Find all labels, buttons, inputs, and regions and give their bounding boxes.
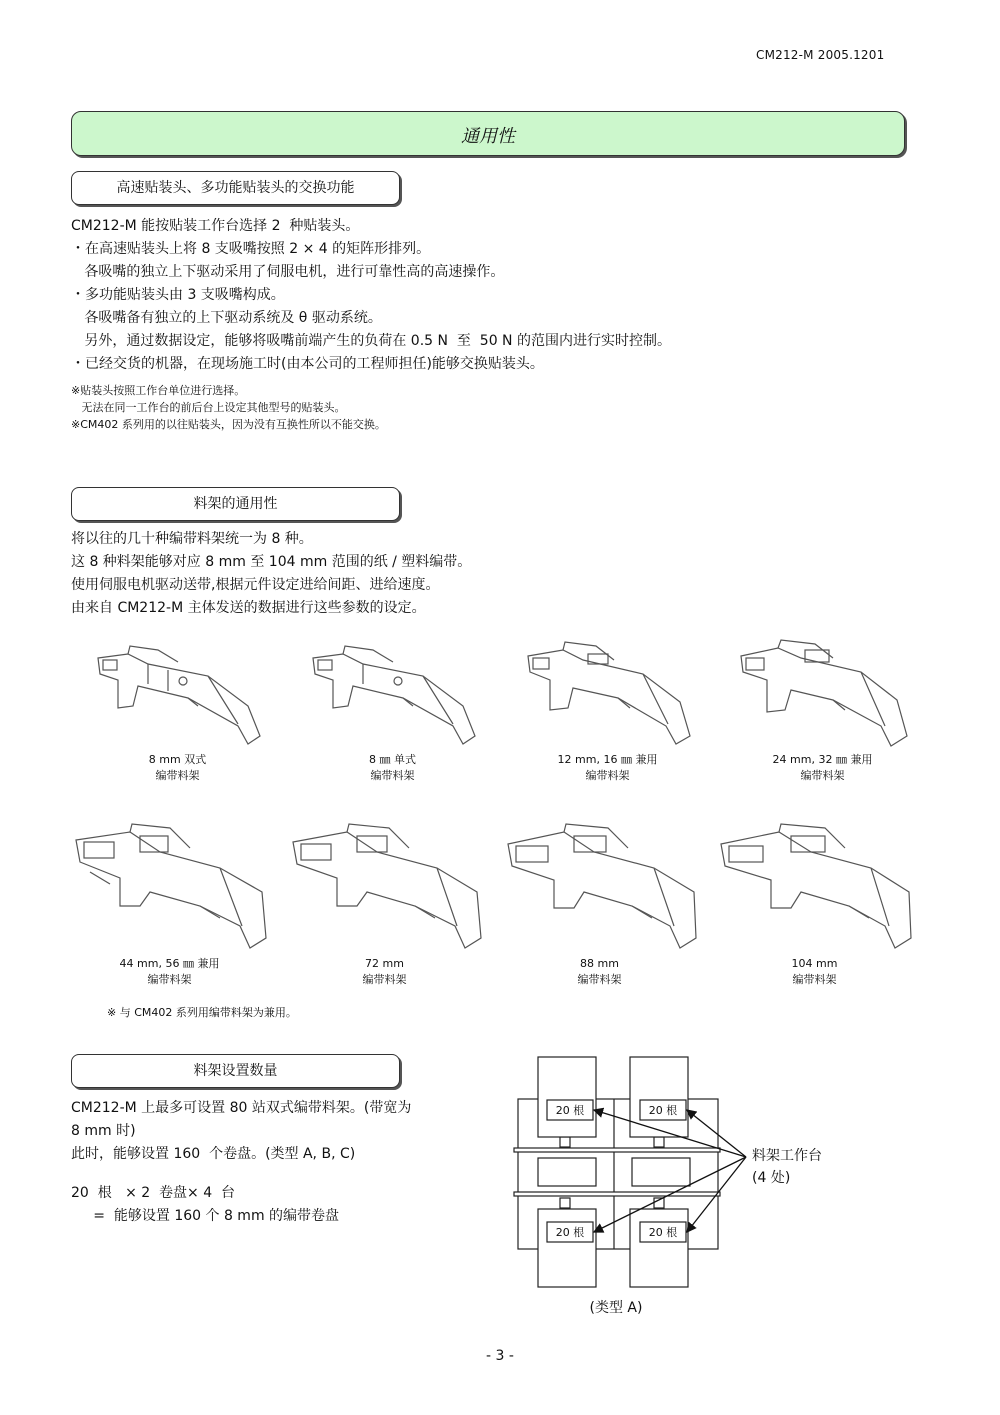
feeder-row-1 [70, 636, 930, 784]
feeder-caption [285, 752, 500, 784]
body-line: 这 8 种料架能够对应 8 mm 至 104 mm 范围的纸 / 塑料编带。 [71, 554, 472, 570]
feeder-cart-bottom-right [630, 1209, 688, 1287]
feeder-type-label: 编带料架 [585, 769, 630, 782]
body-line: 各吸嘴备有独立的上下驱动系统及 θ 驱动系统。 [71, 310, 382, 326]
feeder-type-label: 编带料架 [147, 973, 192, 986]
feeder-caption [500, 752, 715, 784]
feeder-illustration [518, 636, 698, 748]
feeder-row-2 [62, 822, 922, 988]
conveyor-rail-top [514, 1148, 720, 1152]
section1-notes [71, 382, 386, 433]
feeder-type-label: 编带料架 [362, 973, 407, 986]
section-heading-feeder-commonality: 料架的通用性 [71, 487, 400, 521]
board-right [632, 1158, 690, 1186]
feeder-type-label: 编带料架 [155, 769, 200, 782]
feeder-illustration [88, 636, 268, 748]
feeder-size-label: 24 mm, 32 ㎜ 兼用 [772, 753, 873, 766]
feeder-item [70, 636, 285, 784]
feeder-size-label: 12 mm, 16 ㎜ 兼用 [557, 753, 658, 766]
feeder-size-label: 104 mm [791, 957, 838, 970]
note-line: ※CM402 系列用的以往贴装头，因为没有互换性所以不能交换。 [71, 418, 386, 431]
feeder-item [277, 822, 492, 988]
body-line: 8 mm 时) [71, 1123, 136, 1139]
feeder-item [707, 822, 922, 988]
feeder-caption [492, 956, 707, 988]
feeder-illustration [733, 636, 913, 748]
section1-body [71, 215, 671, 376]
feeder-size-label: 44 mm, 56 ㎜ 兼用 [119, 957, 220, 970]
feeder-size-label: 8 mm 双式 [148, 753, 207, 766]
cart-count-label: 20 根 [555, 1104, 585, 1117]
feeder-item [500, 636, 715, 784]
body-line: 由来自 CM212-M 主体发送的数据进行这些参数的设定。 [71, 600, 426, 616]
feeder-illustration [303, 636, 483, 748]
body-line: 使用伺服电机驱动送带,根据元件设定进给间距、进给速度。 [71, 577, 440, 593]
feeder-item [62, 822, 277, 988]
section-heading-feeder-count: 料架设置数量 [71, 1054, 400, 1088]
calc-line: 20 根 × 2 卷盘× 4 台 [71, 1185, 236, 1201]
feeder-type-label: 编带料架 [577, 973, 622, 986]
page-number: - 3 - [486, 1348, 514, 1364]
feeder-item [285, 636, 500, 784]
feeder-type-label: 编带料架 [792, 973, 837, 986]
feeder-illustration [285, 822, 485, 952]
feeder-type-label: 编带料架 [800, 769, 845, 782]
body-line: 另外，通过数据设定，能够将吸嘴前端产生的负荷在 0.5 N 至 50 N 的范围内进行实时控制。 [71, 333, 671, 349]
callout-label: 料架工作台 [752, 1148, 822, 1164]
feeder-item [715, 636, 930, 784]
board-left [538, 1158, 596, 1186]
section3-body [71, 1097, 411, 1166]
diagram-caption: (类型 A) [589, 1300, 643, 1316]
feeder-caption [62, 956, 277, 988]
feeder-type-label: 编带料架 [370, 769, 415, 782]
feeder-caption [707, 956, 922, 988]
body-line: ・在高速贴装头上将 8 支吸嘴按照 2 × 4 的矩阵形排列。 [71, 241, 431, 257]
feeder-caption [277, 956, 492, 988]
cart-count-label: 20 根 [648, 1104, 678, 1117]
callout-sublabel: (4 处) [752, 1170, 791, 1186]
feeder-cart-diagram [510, 1052, 870, 1332]
feeder-caption [715, 752, 930, 784]
body-line: 各吸嘴的独立上下驱动采用了伺服电机，进行可靠性高的高速操作。 [71, 264, 505, 280]
body-line: 此时，能够设置 160 个卷盘。(类型 A, B, C) [71, 1146, 356, 1162]
feeder-cart-top-right [630, 1057, 688, 1137]
feeder-item [492, 822, 707, 988]
feeder-illustration [70, 822, 270, 952]
body-line: CM212-M 能按贴装工作台选择 2 种贴装头。 [71, 218, 360, 234]
note-line: ※贴装头按照工作台单位进行选择。 [71, 384, 246, 397]
feeder-compat-note: ※ 与 CM402 系列用编带料架为兼用。 [107, 1006, 297, 1019]
feeder-illustration [715, 822, 915, 952]
feeder-cart-top-left [538, 1057, 596, 1137]
cart-count-label: 20 根 [555, 1226, 585, 1239]
body-line: 将以往的几十种编带料架统一为 8 种。 [71, 531, 313, 547]
feeder-size-label: 8 ㎜ 单式 [369, 753, 416, 766]
body-line: ・多功能贴装头由 3 支吸嘴构成。 [71, 287, 285, 303]
feeder-size-label: 72 mm [365, 957, 404, 970]
feeder-illustration [500, 822, 700, 952]
page-title: 通用性 [461, 126, 515, 147]
calc-line: = 能够设置 160 个 8 mm 的编带卷盘 [71, 1208, 340, 1224]
note-line: 无法在同一工作台的前后台上设定其他型号的贴装头。 [71, 401, 346, 414]
cart-count-label: 20 根 [648, 1226, 678, 1239]
feeder-caption [70, 752, 285, 784]
body-line: ・已经交货的机器，在现场施工时(由本公司的工程师担任)能够交换贴装头。 [71, 356, 544, 372]
title-banner [71, 111, 905, 156]
section3-calc [71, 1182, 339, 1228]
section2-body [71, 528, 471, 620]
feeder-cart-bottom-left [538, 1209, 596, 1287]
feeder-size-label: 88 mm [580, 957, 619, 970]
conveyor-rail-bottom [514, 1192, 720, 1196]
body-line: CM212-M 上最多可设置 80 站双式编带料架。(带宽为 [71, 1100, 412, 1116]
section-heading-head-exchange: 高速贴装头、多功能贴装头的交换功能 [71, 171, 400, 205]
document-code: CM212-M 2005.1201 [756, 48, 885, 62]
